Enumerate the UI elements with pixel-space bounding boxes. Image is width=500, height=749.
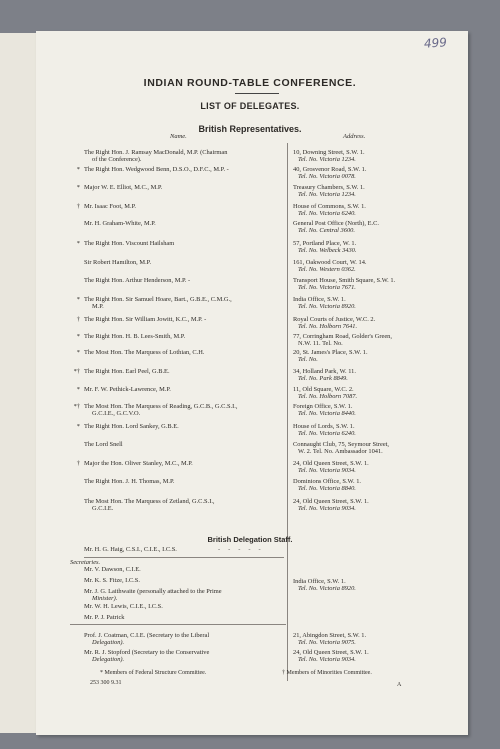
telephone: Tel. No. Western 0362. bbox=[298, 266, 356, 274]
address-line: House of Lords, S.W. 1. bbox=[293, 423, 355, 430]
telephone: Tel. No. Welbeck 3430. bbox=[298, 247, 357, 255]
footnote-mark: * bbox=[76, 166, 80, 173]
secretary-name-line: Mr. J. G. Laithwaite (personally attached to the Prime bbox=[84, 588, 222, 595]
address-line: 34, Holland Park, W. 11. bbox=[293, 368, 356, 375]
footnote-mark: * bbox=[76, 184, 80, 191]
party-secretary-address bbox=[293, 632, 463, 646]
page-number: 499 bbox=[423, 35, 448, 51]
party-secretary-name-line: Delegation). bbox=[92, 656, 125, 664]
delegate-address bbox=[293, 423, 463, 437]
footnote-mark: *† bbox=[73, 403, 80, 410]
delegate-address bbox=[293, 277, 463, 291]
party-secretary-name bbox=[84, 632, 284, 646]
delegate-name bbox=[84, 316, 284, 323]
printer-signature: A bbox=[397, 682, 402, 688]
telephone: Tel. No. Victoria 6240. bbox=[298, 210, 356, 218]
party-secretary-name-line: Mr. R. J. Stopford (Secretary to the Conservative bbox=[84, 649, 210, 656]
address-line: 24, Old Queen Street, S.W. 1. bbox=[293, 498, 369, 505]
telephone: Tel. No. Victoria 1234. bbox=[298, 156, 356, 164]
delegate-name bbox=[84, 149, 284, 163]
delegate-name-line: of the Conference). bbox=[92, 156, 142, 164]
telephone: Tel. No. Victoria 9034. bbox=[298, 505, 356, 513]
footnote-mark: † bbox=[76, 203, 80, 210]
list-title: LIST OF DELEGATES. bbox=[200, 101, 300, 111]
delegate-name-line: The Right Hon. Earl Peel, G.B.E. bbox=[84, 368, 170, 375]
staff-rule bbox=[84, 557, 284, 558]
secretary-name-line: Mr. W. H. Lewis, C.I.E., I.C.S. bbox=[84, 603, 163, 610]
secretary-name-line: Mr. K. S. Fitze, I.C.S. bbox=[84, 577, 140, 584]
delegate-name bbox=[84, 386, 284, 393]
telephone: Tel. No. Park 8849. bbox=[298, 375, 348, 383]
staff-title: British Delegation Staff. bbox=[207, 535, 293, 544]
secretary-name bbox=[84, 588, 284, 602]
delegate-address bbox=[293, 386, 463, 400]
delegate-name bbox=[84, 333, 284, 340]
address-line: 10, Downing Street, S.W. 1. bbox=[293, 149, 365, 156]
footnote-federal: * Members of Federal Structure Committee. bbox=[100, 670, 207, 676]
footnote-mark: * bbox=[76, 333, 80, 340]
delegate-address bbox=[293, 403, 463, 417]
address-line: Foreign Office, S.W. 1. bbox=[293, 403, 353, 410]
address-line: 24, Old Queen Street, S.W. 1. bbox=[293, 460, 369, 467]
section-title: British Representatives. bbox=[198, 124, 302, 134]
party-secretary-name-line: Delegation). bbox=[92, 639, 125, 647]
footnote-mark: † bbox=[76, 316, 80, 323]
telephone: Tel. No. bbox=[298, 356, 318, 364]
delegate-name bbox=[84, 203, 284, 210]
delegate-name bbox=[84, 498, 284, 512]
party-secretary-name-line: Prof. J. Coatman, C.I.E. (Secretary to the Liberal bbox=[84, 632, 210, 639]
footnote-mark: * bbox=[76, 423, 80, 430]
delegate-name bbox=[84, 259, 284, 266]
address-line: Treasury Chambers, S.W. 1. bbox=[293, 184, 365, 191]
secretary-name-line: Mr. P. J. Patrick bbox=[84, 614, 125, 621]
delegate-name-line: Mr. F. W. Pethick-Lawrence, M.P. bbox=[84, 386, 171, 393]
delegate-name-line: M.P. bbox=[92, 303, 104, 311]
delegate-name bbox=[84, 441, 284, 448]
address-line: 20, St. James's Place, S.W. 1. bbox=[293, 349, 368, 356]
footnote-mark: * bbox=[76, 349, 80, 356]
address-line: 24, Old Queen Street, S.W. 1. bbox=[293, 649, 369, 656]
secretary-name bbox=[84, 614, 284, 621]
delegate-address bbox=[293, 441, 463, 455]
staff-head-name: Mr. H. G. Haig, C.S.I., C.I.E., I.C.S. bbox=[84, 546, 177, 553]
delegate-address bbox=[293, 498, 463, 512]
delegate-name-line: Major the Hon. Oliver Stanley, M.C., M.P. bbox=[84, 460, 193, 467]
delegate-name-line: The Most Hon. The Marquess of Reading, G.C.B., G.C.S.I., bbox=[84, 403, 238, 410]
address-line: Royal Courts of Justice, W.C. 2. bbox=[293, 316, 376, 323]
delegate-address bbox=[293, 203, 463, 217]
delegate-name bbox=[84, 403, 284, 417]
delegate-name bbox=[84, 368, 284, 375]
column-header-address: Address. bbox=[343, 133, 366, 140]
secretaries-label: Secretaries. bbox=[70, 559, 101, 566]
delegate-name bbox=[84, 240, 284, 247]
delegate-address bbox=[293, 478, 463, 492]
secretary-name bbox=[84, 577, 284, 584]
delegate-name bbox=[84, 184, 284, 191]
telephone: Tel. No. Victoria 7671. bbox=[298, 284, 356, 292]
party-secretary-name bbox=[84, 649, 284, 663]
party-secretary-address bbox=[293, 649, 463, 663]
delegate-address bbox=[293, 149, 463, 163]
delegate-address bbox=[293, 460, 463, 474]
address-line: 77, Corringham Road, Golder's Green, bbox=[293, 333, 392, 340]
address-line: Connaught Club, 75, Seymour Street, bbox=[293, 441, 390, 448]
delegate-name-line: G.C.I.E., G.C.V.O. bbox=[92, 410, 141, 418]
delegate-name bbox=[84, 349, 284, 356]
address-line: 40, Grosvenor Road, S.W. 1. bbox=[293, 166, 367, 173]
footnote-mark: *† bbox=[73, 368, 80, 375]
delegate-name-line: The Most Hon. The Marquess of Zetland, G.C.S.I., bbox=[84, 498, 215, 505]
delegate-name-line: The Right Hon. H. B. Lees-Smith, M.P. bbox=[84, 333, 186, 340]
address-line: General Post Office (North), E.C. bbox=[293, 220, 379, 227]
telephone: Tel. No. Victoria 6240. bbox=[298, 430, 356, 438]
delegate-name-line: The Most Hon. The Marquess of Lothian, C.H. bbox=[84, 349, 205, 356]
facing-page-edge bbox=[0, 33, 40, 733]
telephone: Tel. No. Holborn 7641. bbox=[298, 323, 358, 331]
telephone: Tel. No. Victoria 9075. bbox=[298, 639, 356, 647]
delegate-address bbox=[293, 259, 463, 273]
delegate-address bbox=[293, 333, 463, 347]
address-line: 11, Old Square, W.C. 2. bbox=[293, 386, 354, 393]
footnote-mark: * bbox=[76, 386, 80, 393]
delegate-name-line: The Right Hon. J. Ramsay MacDonald, M.P. (Chairman bbox=[84, 149, 228, 156]
delegate-name bbox=[84, 277, 284, 284]
delegate-name-line: Sir Robert Hamilton, M.P. bbox=[84, 259, 152, 266]
delegate-name-line: Major W. E. Elliot, M.C., M.P. bbox=[84, 184, 163, 191]
document-page bbox=[36, 31, 468, 735]
address-line: India Office, S.W. 1. bbox=[293, 296, 346, 303]
delegate-name bbox=[84, 166, 284, 173]
secretaries-tel-line: Tel. No. Victoria 8920. bbox=[298, 585, 356, 592]
delegate-name bbox=[84, 220, 284, 227]
delegate-address bbox=[293, 220, 463, 234]
footnote-minorities: † Members of Minorities Committee. bbox=[282, 670, 372, 676]
column-divider bbox=[287, 143, 288, 681]
leader-dots: ----- bbox=[218, 546, 269, 553]
delegate-name-line: The Right Hon. Wedgwood Benn, D.S.O., D.F.C., M.P. - bbox=[84, 166, 229, 173]
conference-title: INDIAN ROUND-TABLE CONFERENCE. bbox=[143, 77, 357, 89]
delegate-address bbox=[293, 296, 463, 310]
delegate-address bbox=[293, 166, 463, 180]
delegate-name-line: The Right Hon. Arthur Henderson, M.P. - bbox=[84, 277, 191, 284]
delegate-name-line: The Right Hon. J. H. Thomas, M.P. bbox=[84, 478, 175, 485]
telephone: Tel. No. Victoria 8840. bbox=[298, 485, 356, 493]
secretary-name bbox=[84, 566, 284, 573]
delegate-address bbox=[293, 368, 463, 382]
title-rule bbox=[235, 93, 279, 94]
delegate-name bbox=[84, 460, 284, 467]
telephone: Tel. No. Victoria 9034. bbox=[298, 656, 356, 664]
column-header-name: Name. bbox=[170, 133, 187, 140]
delegate-name-line: The Right Hon. Viscount Hailsham bbox=[84, 240, 175, 247]
address-line: N.W. 11. Tel. No. bbox=[298, 340, 343, 348]
delegate-name-line: The Lord Snell bbox=[84, 441, 123, 448]
address-line: 57, Portland Place, W. 1. bbox=[293, 240, 357, 247]
address-line: House of Commons, S.W. 1. bbox=[293, 203, 366, 210]
delegate-name-line: G.C.I.E. bbox=[92, 505, 114, 513]
telephone: Tel. No. Victoria 9034. bbox=[298, 467, 356, 475]
secretary-name bbox=[84, 603, 284, 610]
print-code: 253 300 9.31 bbox=[90, 680, 122, 686]
telephone: Tel. No. Victoria 0078. bbox=[298, 173, 356, 181]
address-line: Transport House, Smith Square, S.W. 1. bbox=[293, 277, 396, 284]
address-line: 161, Oakwood Court, W. 14. bbox=[293, 259, 367, 266]
party-rule bbox=[70, 624, 286, 625]
delegate-address bbox=[293, 316, 463, 330]
secretary-name-line: Mr. V. Dawson, C.I.E. bbox=[84, 566, 141, 573]
telephone: Tel. No. Victoria 8920. bbox=[298, 303, 356, 311]
delegate-name-line: Mr. H. Graham-White, M.P. bbox=[84, 220, 156, 227]
secretary-name-line: Minister). bbox=[92, 595, 118, 603]
delegate-name-line: Mr. Isaac Foot, M.P. bbox=[84, 203, 137, 210]
telephone: Tel. No. Victoria 1234. bbox=[298, 191, 356, 199]
delegate-name bbox=[84, 423, 284, 430]
delegate-name-line: The Right Hon. Sir William Jowitt, K.C., M.P. - bbox=[84, 316, 207, 323]
address-line: 21, Abingdon Street, S.W. 1. bbox=[293, 632, 367, 639]
secretaries-address-line: India Office, S.W. 1. bbox=[293, 578, 346, 585]
telephone: Tel. No. Victoria 8440. bbox=[298, 410, 356, 418]
footnote-mark: * bbox=[76, 296, 80, 303]
delegate-name-line: The Right Hon. Lord Sankey, G.B.E. bbox=[84, 423, 179, 430]
address-line: W. 2. Tel. No. Ambassador 1041. bbox=[298, 448, 383, 456]
delegate-name bbox=[84, 296, 284, 310]
delegate-address bbox=[293, 349, 463, 363]
address-line: Dominions Office, S.W. 1. bbox=[293, 478, 361, 485]
telephone: Tel. No. Holborn 7087. bbox=[298, 393, 358, 401]
footnote-mark: * bbox=[76, 240, 80, 247]
delegate-name bbox=[84, 478, 284, 485]
delegate-address bbox=[293, 184, 463, 198]
delegate-address bbox=[293, 240, 463, 254]
delegate-name-line: The Right Hon. Sir Samuel Hoare, Bart., G.B.E., C.M.G., bbox=[84, 296, 232, 303]
footnote-mark: † bbox=[76, 460, 80, 467]
telephone: Tel. No. Central 3600. bbox=[298, 227, 355, 235]
